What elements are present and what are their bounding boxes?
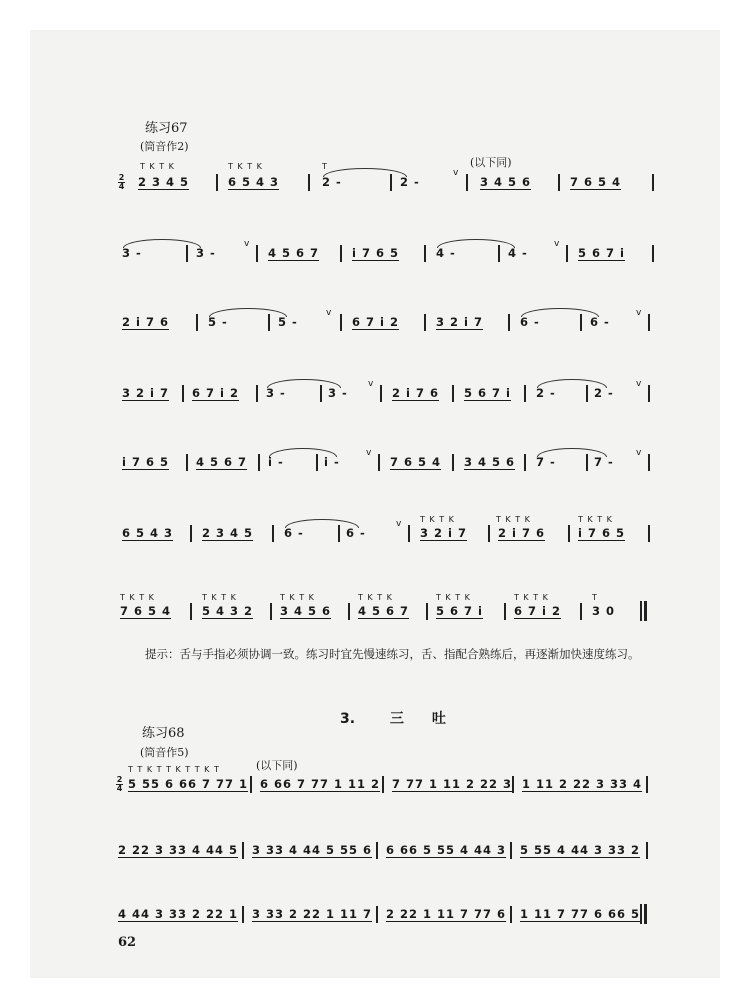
exercise-68-title: 练习68 <box>142 726 185 741</box>
measure: i 7 6 5 <box>122 455 169 469</box>
barline <box>648 385 650 402</box>
barline <box>512 776 514 793</box>
articulation: T K T K <box>280 593 315 602</box>
breath-mark: v <box>326 308 332 318</box>
measure: 4 44 3 33 2 22 1 <box>118 907 239 921</box>
barline <box>348 603 350 620</box>
measure: 2 - <box>400 175 420 189</box>
barline <box>340 245 342 262</box>
breath-mark: v <box>396 519 402 529</box>
measure: 5 6 7 i <box>464 386 511 400</box>
measure: 6 7 i 2 <box>514 604 561 618</box>
barline <box>256 385 258 402</box>
barline <box>646 776 648 793</box>
measure: 3 2 i 7 <box>436 315 483 329</box>
barline <box>242 906 244 923</box>
barline <box>648 314 650 331</box>
articulation: T <box>322 162 328 171</box>
measure: 2 - <box>322 175 342 189</box>
articulation: T K T K <box>514 593 549 602</box>
articulation: T K T K <box>120 593 155 602</box>
barline <box>452 385 454 402</box>
articulation: T K T K <box>202 593 237 602</box>
measure: 1 11 7 77 6 66 5 <box>520 907 641 921</box>
barline <box>196 314 198 331</box>
barline <box>568 525 570 542</box>
measure: 5 55 4 44 3 33 2 <box>520 843 641 857</box>
barline <box>380 385 382 402</box>
breath-mark: v <box>636 308 642 318</box>
measure: 2 22 3 33 4 44 5 <box>118 843 239 857</box>
articulation: T K T K <box>228 162 263 171</box>
barline <box>216 174 218 191</box>
barline <box>424 245 426 262</box>
measure: 5 - <box>208 315 228 329</box>
barline <box>424 314 426 331</box>
articulation: T <box>592 593 598 602</box>
measure: 4 5 6 7 <box>358 604 410 618</box>
measure: 6 7 i 2 <box>192 386 239 400</box>
exercise-67-title: 练习67 <box>145 121 188 136</box>
barline <box>308 174 310 191</box>
articulation: T K T K <box>358 593 393 602</box>
time-signature: 2 4 <box>116 775 123 793</box>
measure: 6 5 4 3 <box>122 526 174 540</box>
measure: 2 - <box>594 386 614 400</box>
barline <box>272 525 274 542</box>
measure: 2 3 4 5 <box>202 526 254 540</box>
barline <box>504 603 506 620</box>
measure: 5 4 3 2 <box>202 604 254 618</box>
articulation: T T K T T K T T K T <box>128 765 220 774</box>
exercise-67-key: (筒音作2) <box>140 140 189 153</box>
measure: 2 i 7 6 <box>122 315 169 329</box>
articulation: T K T K <box>420 515 455 524</box>
measure: 3 4 5 6 <box>480 175 532 189</box>
exercise-68-annotation: (以下同) <box>256 759 298 772</box>
measure: 7 6 5 4 <box>120 604 172 618</box>
barline <box>498 245 500 262</box>
page-number: 62 <box>118 935 137 950</box>
barline <box>186 454 188 471</box>
measure: 3 33 4 44 5 55 6 <box>252 843 373 857</box>
barline <box>566 245 568 262</box>
barline <box>646 842 648 859</box>
measure: 3 2 i 7 <box>420 526 467 540</box>
barline <box>376 842 378 859</box>
section-heading: 3. 三 吐 <box>340 711 446 727</box>
measure: 7 - <box>536 455 556 469</box>
barline <box>320 385 322 402</box>
measure: 6 66 7 77 1 11 2 <box>260 777 381 791</box>
barline <box>268 314 270 331</box>
barline <box>558 174 560 191</box>
exercise-68-key: (筒音作5) <box>140 746 189 759</box>
measure: 2 22 1 11 7 77 6 <box>386 907 507 921</box>
barline <box>270 603 272 620</box>
breath-mark: v <box>244 239 250 249</box>
measure: 2 i 7 6 <box>498 526 545 540</box>
articulation: T K T K <box>140 162 175 171</box>
measure: i 7 6 5 <box>578 526 625 540</box>
barline <box>190 603 192 620</box>
measure: 5 6 7 i <box>578 246 625 260</box>
articulation: T K T K <box>578 515 613 524</box>
practice-tip: 提示：舌与手指必须协调一致。练习时宜先慢速练习，舌、指配合熟练后，再逐渐加快速度练习。 <box>145 647 640 661</box>
barline <box>242 842 244 859</box>
breath-mark: v <box>453 168 459 178</box>
time-signature: 2 4 <box>118 173 125 191</box>
exercise-67-annotation: (以下同) <box>470 156 512 169</box>
measure: 2 - <box>536 386 556 400</box>
measure: 4 5 6 7 <box>196 455 248 469</box>
measure: 5 55 6 66 7 77 1 <box>128 777 249 791</box>
measure: 3 4 5 6 <box>280 604 332 618</box>
barline <box>580 314 582 331</box>
breath-mark: v <box>636 379 642 389</box>
barline <box>378 454 380 471</box>
measure: 6 - <box>346 526 366 540</box>
barline <box>640 601 642 621</box>
barline <box>340 314 342 331</box>
barline <box>452 454 454 471</box>
barline <box>586 454 588 471</box>
barline <box>648 525 650 542</box>
measure: 1 11 2 22 3 33 4 <box>522 777 643 791</box>
barline <box>652 245 654 262</box>
measure: 4 - <box>436 246 456 260</box>
barline <box>256 245 258 262</box>
barline <box>586 385 588 402</box>
barline <box>524 385 526 402</box>
measure: 3 - <box>122 246 142 260</box>
measure: 5 - <box>278 315 298 329</box>
barline <box>190 525 192 542</box>
barline <box>338 525 340 542</box>
barline <box>640 904 642 924</box>
measure: 6 - <box>590 315 610 329</box>
barline <box>186 245 188 262</box>
barline <box>508 314 510 331</box>
barline <box>316 454 318 471</box>
measure: 6 66 5 55 4 44 3 <box>386 843 507 857</box>
barline <box>182 385 184 402</box>
barline <box>510 906 512 923</box>
measure: 6 5 4 3 <box>228 175 280 189</box>
measure: 2 3 4 5 <box>138 175 190 189</box>
measure: 5 6 7 i <box>436 604 483 618</box>
articulation: T K T K <box>496 515 531 524</box>
measure: 3 - <box>266 386 286 400</box>
measure: 3 33 2 22 1 11 7 <box>252 907 373 921</box>
final-barline <box>644 904 647 924</box>
barline <box>652 174 654 191</box>
measure: 3 2 i 7 <box>122 386 169 400</box>
breath-mark: v <box>636 448 642 458</box>
measure: 4 - <box>508 246 528 260</box>
measure: 7 - <box>594 455 614 469</box>
measure: 3 0 <box>592 604 616 618</box>
barline <box>510 842 512 859</box>
barline <box>580 603 582 620</box>
measure: 6 7 i 2 <box>352 315 399 329</box>
barline <box>376 906 378 923</box>
barline <box>466 174 468 191</box>
measure: i - <box>268 455 284 469</box>
measure: 3 - <box>196 246 216 260</box>
measure: 3 4 5 6 <box>464 455 516 469</box>
barline <box>382 776 384 793</box>
barline <box>426 603 428 620</box>
measure: 2 i 7 6 <box>392 386 439 400</box>
final-barline <box>644 601 647 621</box>
barline <box>250 776 252 793</box>
measure: i - <box>324 455 340 469</box>
breath-mark: v <box>366 448 372 458</box>
measure: 7 6 5 4 <box>390 455 442 469</box>
barline <box>648 454 650 471</box>
barline <box>258 454 260 471</box>
barline <box>488 525 490 542</box>
measure: 4 5 6 7 <box>268 246 320 260</box>
barline <box>408 525 410 542</box>
barline <box>524 454 526 471</box>
measure: 7 77 1 11 2 22 3 <box>392 777 513 791</box>
breath-mark: v <box>554 239 560 249</box>
measure: 7 6 5 4 <box>570 175 622 189</box>
breath-mark: v <box>368 379 374 389</box>
measure: 6 - <box>520 315 540 329</box>
barline <box>390 174 392 191</box>
measure: 3 - <box>328 386 348 400</box>
measure: i 7 6 5 <box>352 246 399 260</box>
articulation: T K T K <box>436 593 471 602</box>
measure: 6 - <box>284 526 304 540</box>
